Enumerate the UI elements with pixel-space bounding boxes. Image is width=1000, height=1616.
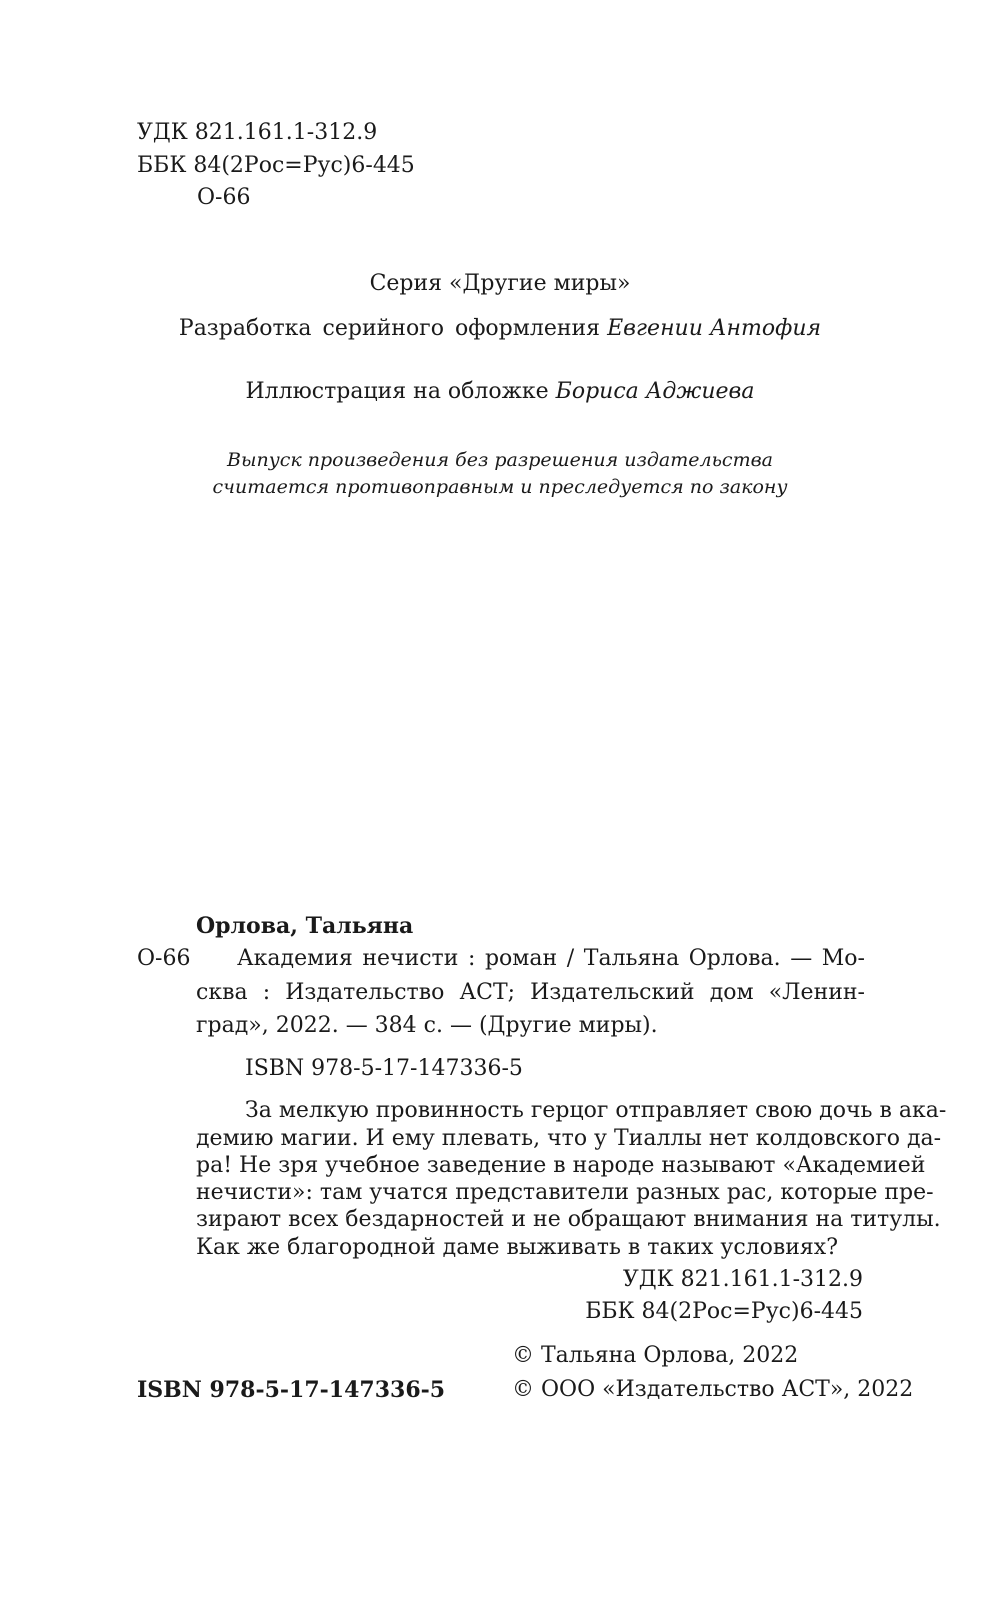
legal-notice-line-2: считается противоправным и преследуется по закону	[212, 476, 788, 498]
catalog-udk: УДК 821.161.1-312.9	[622, 1267, 863, 1292]
copyright-publisher: © ООО «Издательство АСТ», 2022	[512, 1377, 914, 1402]
header-udk: УДК 821.161.1-312.9	[137, 120, 378, 145]
catalog-author-code: О-66	[137, 946, 191, 971]
catalog-isbn: ISBN 978-5-17-147336-5	[245, 1056, 523, 1081]
design-credit-label: Разработка серийного оформления	[178, 316, 601, 341]
catalog-description-line: сква : Издательство АСТ; Издательский дом «Ленин-	[196, 980, 865, 1005]
footer-isbn: ISBN 978-5-17-147336-5	[137, 1377, 446, 1403]
design-credit-name: Евгении Антофия	[607, 316, 822, 341]
annotation-line: демию магии. И ему плевать, что у Тиаллы нет колдовского да-	[196, 1126, 942, 1151]
annotation-line: зирают всех бездарностей и не обращают внимания на титулы.	[196, 1207, 941, 1232]
copyright-author: © Тальяна Орлова, 2022	[512, 1343, 799, 1368]
annotation-line: За мелкую провинность герцог отправляет свою дочь в ака-	[245, 1098, 947, 1123]
illustration-credit-name: Бориса Аджиева	[555, 379, 755, 404]
annotation-line: нечисти»: там учатся представители разных рас, которые пре-	[196, 1180, 934, 1205]
series-title: Серия «Другие миры»	[369, 271, 631, 296]
catalog-bbk: ББК 84(2Рос=Рус)6-445	[585, 1299, 863, 1324]
annotation-line: Как же благородной даме выживать в таких условиях?	[196, 1235, 839, 1260]
catalog-description-line: град», 2022. — 384 с. — (Другие миры).	[196, 1013, 658, 1038]
legal-notice-line-1: Выпуск произведения без разрешения издательства	[227, 449, 773, 471]
illustration-credit-label: Иллюстрация на обложке	[245, 379, 549, 404]
catalog-author: Орлова, Тальяна	[196, 913, 414, 939]
design-credit	[0, 316, 1000, 342]
catalog-description-line: Академия нечисти : роман / Тальяна Орлова. — Мо-	[237, 946, 865, 971]
annotation-line: ра! Не зря учебное заведение в народе называют «Академией	[196, 1153, 926, 1178]
illustration-credit	[0, 379, 1000, 405]
header-author-code: О-66	[197, 185, 251, 210]
header-bbk: ББК 84(2Рос=Рус)6-445	[137, 153, 415, 178]
